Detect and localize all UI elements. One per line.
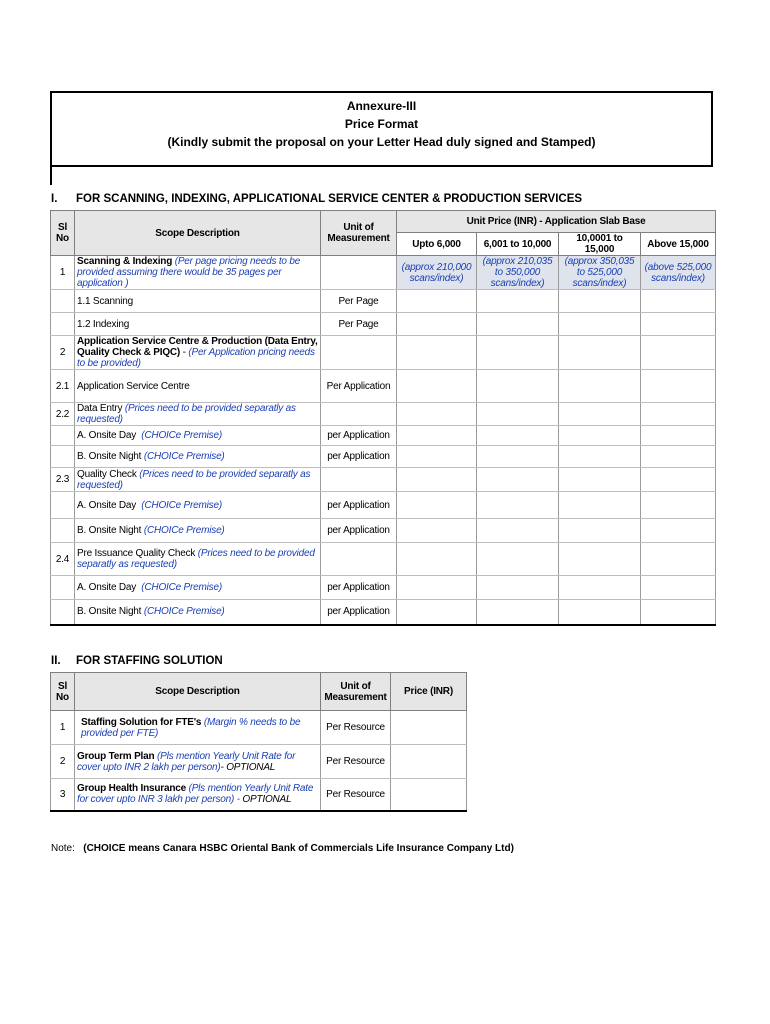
sl-no: 2.4	[51, 543, 75, 576]
unit-cell: per Application	[321, 446, 397, 468]
price-input[interactable]	[559, 600, 641, 625]
price-input[interactable]	[641, 600, 716, 625]
price-input[interactable]	[397, 370, 477, 403]
price-input[interactable]	[391, 745, 467, 779]
col-slno: Sl No	[51, 211, 75, 256]
table-row	[51, 426, 716, 446]
table-row	[51, 313, 716, 336]
sl-no: 1	[51, 256, 75, 290]
scope-bold: Group Health Insurance	[77, 783, 186, 795]
price-input[interactable]	[559, 576, 641, 600]
scope-cell: 1.2 Indexing	[75, 313, 321, 336]
scope-cell	[75, 543, 321, 576]
scope-text: Quality Check	[77, 468, 137, 480]
price-input[interactable]	[477, 600, 559, 625]
table-row	[51, 336, 716, 370]
slab-note-3: (approx 350,035 to 525,000 scans/index)	[559, 256, 641, 290]
price-input[interactable]	[641, 492, 716, 519]
table-row	[51, 256, 716, 290]
price-input[interactable]	[397, 426, 477, 446]
price-input[interactable]	[397, 290, 477, 313]
table-row	[51, 370, 716, 403]
unit-cell: per Application	[321, 576, 397, 600]
price-input[interactable]	[477, 492, 559, 519]
scope-note: (Per Application pricing needs to be provided)	[77, 347, 315, 369]
sl-no: 2.2	[51, 403, 75, 426]
scope-cell	[75, 336, 321, 370]
price-input[interactable]	[391, 779, 467, 811]
slab-note-4: (above 525,000 scans/index)	[641, 256, 716, 290]
scope-cell	[75, 492, 321, 519]
slab-3: 10,0001 to 15,000	[559, 233, 641, 256]
scope-cell	[75, 576, 321, 600]
price-input[interactable]	[641, 370, 716, 403]
annexure-title: Annexure-III	[346, 99, 417, 113]
slab-4: Above 15,000	[641, 233, 716, 256]
sl-no: 2.3	[51, 468, 75, 492]
scope-cell	[75, 468, 321, 492]
slab-1: Upto 6,000	[397, 233, 477, 256]
col-unit-price: Unit Price (INR) - Application Slab Base	[397, 211, 716, 233]
scope-cell	[75, 600, 321, 625]
price-input[interactable]	[641, 576, 716, 600]
price-format-title: Price Format	[344, 117, 419, 131]
col-slno: Sl No	[51, 673, 75, 711]
price-input[interactable]	[559, 519, 641, 543]
price-input[interactable]	[397, 446, 477, 468]
scope-text: B. Onsite Night	[77, 606, 142, 618]
price-input[interactable]	[559, 492, 641, 519]
optional-tag: OPTIONAL	[239, 794, 292, 806]
scope-note: (CHOICe Premise)	[141, 499, 222, 511]
price-input[interactable]	[641, 426, 716, 446]
price-input[interactable]	[397, 313, 477, 336]
scope-note: (CHOICe Premise)	[143, 451, 225, 462]
scope-bold: Staffing Solution for FTE's	[81, 716, 202, 728]
price-input[interactable]	[477, 519, 559, 543]
scope-text: A. Onsite Day	[77, 430, 137, 441]
scope-note: (Prices need to be provided separatly as requested)	[77, 548, 315, 570]
price-input[interactable]	[559, 313, 641, 336]
scope-cell	[75, 256, 321, 290]
price-input[interactable]	[641, 290, 716, 313]
scope-cell: Application Service Centre	[75, 370, 321, 403]
scope-note: (Pls mention Yearly Unit Rate for cover upto INR 2 lakh per person)	[77, 750, 296, 773]
scope-cell	[75, 711, 321, 745]
scope-text: B. Onsite Night	[77, 451, 142, 462]
scope-text: B. Onsite Night	[77, 525, 142, 536]
section1-title: FOR SCANNING, INDEXING, APPLICATIONAL SERVICE CENTER & PRODUCTION SERVICES	[76, 193, 583, 205]
price-input[interactable]	[477, 370, 559, 403]
sl-no: 3	[51, 779, 75, 811]
slab-2: 6,001 to 10,000	[477, 233, 559, 256]
price-input[interactable]	[397, 492, 477, 519]
unit-cell: per Application	[321, 492, 397, 519]
table-row	[51, 745, 467, 779]
scope-cell	[75, 426, 321, 446]
table-row	[51, 576, 716, 600]
scope-note: (Pls mention Yearly Unit Rate for cover upto INR 3 lakh per person) -	[77, 783, 314, 806]
scope-separator: -	[180, 347, 189, 358]
table-row	[51, 468, 716, 492]
unit-cell: Per Page	[321, 313, 397, 336]
price-input[interactable]	[559, 426, 641, 446]
section1-roman: I.	[51, 193, 58, 205]
scope-note: (CHOICe Premise)	[143, 606, 225, 618]
col-scope: Scope Description	[75, 673, 321, 711]
staffing-table	[50, 672, 467, 812]
scope-cell	[75, 745, 321, 779]
unit-cell: Per Resource	[321, 711, 391, 745]
scope-cell	[75, 446, 321, 468]
table-row	[51, 519, 716, 543]
scope-text: Pre Issuance Quality Check	[77, 548, 196, 559]
pricing-table	[50, 210, 716, 626]
unit-cell	[321, 256, 397, 290]
footnote	[51, 843, 514, 854]
price-input[interactable]	[477, 576, 559, 600]
price-input[interactable]	[397, 576, 477, 600]
unit-cell: per Application	[321, 600, 397, 625]
scope-cell	[75, 519, 321, 543]
scope-note: (CHOICe Premise)	[143, 525, 225, 536]
table-row	[51, 600, 716, 625]
col-price: Price (INR)	[391, 673, 467, 711]
unit-cell: per Application	[321, 519, 397, 543]
price-input[interactable]	[397, 600, 477, 625]
price-input[interactable]	[397, 519, 477, 543]
table-row	[51, 543, 716, 576]
scope-cell	[75, 779, 321, 811]
sl-no: 2	[51, 336, 75, 370]
scope-note: (CHOICe Premise)	[141, 430, 222, 441]
table-row	[51, 446, 716, 468]
scope-note: (Prices need to be provided separatly as requested)	[77, 468, 311, 491]
price-input[interactable]	[477, 290, 559, 313]
price-input[interactable]	[477, 446, 559, 468]
table-row	[51, 779, 467, 811]
scope-cell	[75, 403, 321, 426]
submission-instruction: (Kindly submit the proposal on your Letter Head duly signed and Stamped)	[167, 135, 596, 149]
optional-tag: - OPTIONAL	[220, 761, 276, 773]
slab-note-1: (approx 210,000 scans/index)	[397, 256, 477, 290]
section2-title: FOR STAFFING SOLUTION	[76, 655, 223, 667]
sl-no: 2.1	[51, 370, 75, 403]
col-unit: Unit of Measurement	[321, 211, 397, 256]
price-input[interactable]	[391, 711, 467, 745]
scope-bold: Scanning & Indexing	[77, 256, 173, 267]
price-input[interactable]	[641, 519, 716, 543]
scope-text: A. Onsite Day	[77, 582, 137, 593]
section2-roman: II.	[51, 655, 61, 667]
header-left-rule	[50, 167, 52, 185]
price-input[interactable]	[559, 446, 641, 468]
unit-cell: Per Resource	[321, 745, 391, 779]
sl-no: 1	[51, 711, 75, 745]
sl-no: 2	[51, 745, 75, 779]
table-row	[51, 403, 716, 426]
scope-bold: Application Service Centre & Production (Data Entry, Quality Check & PIQC)	[77, 336, 318, 358]
note-label: Note:	[51, 843, 75, 854]
col-unit: Unit of Measurement	[321, 673, 391, 711]
header-row	[51, 211, 716, 233]
scope-text: A. Onsite Day	[77, 499, 137, 511]
header-row	[51, 673, 467, 711]
price-input[interactable]	[559, 370, 641, 403]
note-text: (CHOICE means Canara HSBC Oriental Bank of Commercials Life Insurance Company Ltd)	[83, 843, 514, 854]
scope-note: (Prices need to be provided separatly as requested)	[77, 403, 296, 425]
unit-cell: Per Resource	[321, 779, 391, 811]
scope-note: (Margin % needs to be provided per FTE)	[81, 716, 301, 739]
scope-text: Data Entry	[77, 403, 123, 414]
table-row	[51, 711, 467, 745]
unit-cell: Per Application	[321, 370, 397, 403]
slab-note-2: (approx 210,035 to 350,000 scans/index)	[477, 256, 559, 290]
unit-cell: Per Page	[321, 290, 397, 313]
table-row	[51, 290, 716, 313]
price-input[interactable]	[477, 426, 559, 446]
unit-cell: per Application	[321, 426, 397, 446]
price-input[interactable]	[641, 446, 716, 468]
table-row	[51, 492, 716, 519]
scope-note: (Per page pricing needs to be provided assuming there would be 35 pages per application )	[77, 256, 301, 289]
scope-bold: Group Term Plan	[77, 750, 155, 762]
price-input[interactable]	[477, 313, 559, 336]
document-header	[50, 91, 713, 167]
col-scope: Scope Description	[75, 211, 321, 256]
scope-note: (CHOICe Premise)	[141, 582, 222, 593]
price-input[interactable]	[641, 313, 716, 336]
price-input[interactable]	[559, 290, 641, 313]
scope-cell: 1.1 Scanning	[75, 290, 321, 313]
